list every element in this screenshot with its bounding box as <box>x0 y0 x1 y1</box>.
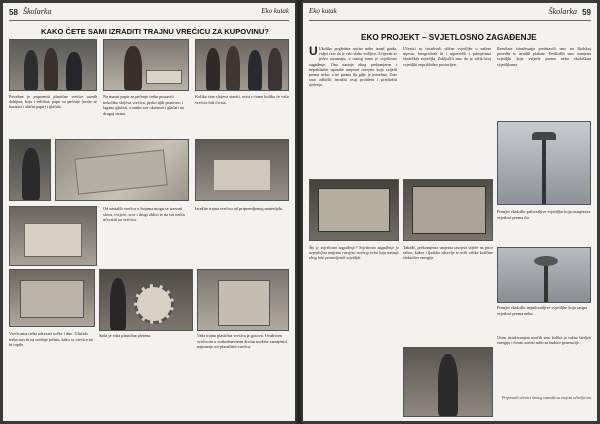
left-section-tag: Eko kutak <box>261 7 289 15</box>
drop-cap: U <box>309 46 318 58</box>
caption-5: Izrežite trajnu vrećicu od pripremljenog materijala. <box>195 206 283 211</box>
right-page-title: EKO PROJEKT – SVJETLOSNO ZAGAĐENJE <box>361 33 537 42</box>
caption-6: Vrećicama treba odrezati ručke i dno. Glačalo treba staviti na srednje jačinu, kako se vrećice ne bi topile. <box>9 331 94 347</box>
photo-ironing <box>103 39 189 91</box>
book-spine <box>295 0 303 424</box>
photo-poster-2 <box>403 179 493 241</box>
left-header <box>9 7 289 21</box>
caption-3: Koliko ćete slojeva staviti, ovisi o tome koliko će vaša vrećica biti čvrsta. <box>195 94 289 105</box>
caption-b: Takođe, prekomjerna umjetna rasvjeta utječe na ptice selice, kukce i ljudsko zdravlje te troši velike količine električne energije. <box>403 245 493 261</box>
caption-1-text: Potrebne je pripremiti plastične vrećice raznih debljina, boja i veličina, papir za pečenje (može se koristiti i obični papir) i glačalo. <box>9 94 97 110</box>
caption-a-text: Što je svjetlosno zagađenje? Svjetlosno zagađenje je nepoželjna umjetna rasvjeta noćnog neba koja nastaje zbog loše postavljenih svjetiljki. <box>309 245 399 261</box>
right-column-3: Rezultate istraživanja predstavili smo na školskoj priredbi te izradili plakate. Predložili smo zamjenu svjetiljki koje svijetle prema nebu ekološkim svjetiljkama. <box>497 46 591 67</box>
left-magazine-name: Školarka <box>23 7 52 16</box>
caption-1 <box>9 94 97 134</box>
caption-e: Ovim istraživanjem naučili smo koliko je važno štedjeti energiju i čuvati noćno nebo za buduće generacije. <box>497 335 591 346</box>
photo-bags-cut <box>9 206 97 266</box>
right-page-number: 59 <box>582 8 591 17</box>
photo-cutting <box>195 139 289 201</box>
photo-student-bag <box>99 269 193 331</box>
photo-girl <box>9 139 51 201</box>
right-column-2: Učenici su istraživali ulične svjetiljke u našem mjestu, fotografirali ih i usporedili s primjerima ekoloških svjetiljki. Zaključili smo da je velik broj svjetiljki neprikladno postavljen. <box>403 46 491 67</box>
right-column-1-text: Ukoliko pogledate noćno nebo iznad grada, vidjet ćete da je vrlo slabo vidljivo. Zvijezde se jedva razaznaju, a razlog tome je svjetlosno zagađenje. Ono nastaje zbog prekomjerne i neprikladne uporabe umjetne rasvjete koja svijetli prema nebu, a ne prema tlu gdje je potrebna. Zato smo odlučili istražiti ovaj problem i predložiti rješenja. <box>309 46 397 88</box>
caption-8: Vaša trajna plastična vrećica je gotova. Ovakvom vrećicom u svakodnevnom životu možete zamijeniti najmanje sto plastičnih vrećica. <box>197 333 287 349</box>
footnote: Pripremili učenici šestog razreda sa svojom učiteljicom <box>501 395 591 400</box>
caption-c: Primjer ekološki prihvatljive svjetiljke koja usmjerava svjetlost prema tlu. <box>497 209 591 220</box>
photo-street-lamp-1 <box>497 121 591 205</box>
photo-layers <box>195 39 289 91</box>
photo-fabric <box>9 269 95 327</box>
photo-poster-1 <box>309 179 399 241</box>
photo-street-lamp-2 <box>497 247 591 303</box>
caption-2: Na masni papir za pečenje treba postaviti nekoliko slojeva vrećica, preko njih ponovno i lagano glačati, a zatim sve okrenuti i glačati na drugoj strani. <box>103 94 184 116</box>
caption-4: Od nastalih vrećica u bojama mogu se izrezati slova, cvijeće, srce i drugi oblici te na isti način učvrstiti za vrećicu. <box>103 206 185 222</box>
caption-d: Primjer ekološki neprihvatljive svjetiljke koja rasipa svjetlost prema nebu. <box>497 305 588 316</box>
caption-7: Sada je vaša plastična pletena. <box>99 333 152 338</box>
left-page-title: KAKO ĆETE SAMI IZRADITI TRAJNU VREĆICU ZA KUPOVINU? <box>41 27 269 36</box>
photo-presentation <box>403 347 493 417</box>
left-page <box>3 3 295 421</box>
photo-finished-bag <box>197 269 289 331</box>
right-magazine-name: Školarka <box>548 7 577 16</box>
right-section-tag: Eko kutak <box>309 7 337 15</box>
photo-plastic-sheets <box>55 139 189 201</box>
right-column-1 <box>309 46 397 142</box>
left-page-number: 58 <box>9 8 18 17</box>
right-header <box>309 7 591 21</box>
photo-materials <box>9 39 97 91</box>
caption-a <box>309 245 399 387</box>
right-page <box>303 3 597 421</box>
